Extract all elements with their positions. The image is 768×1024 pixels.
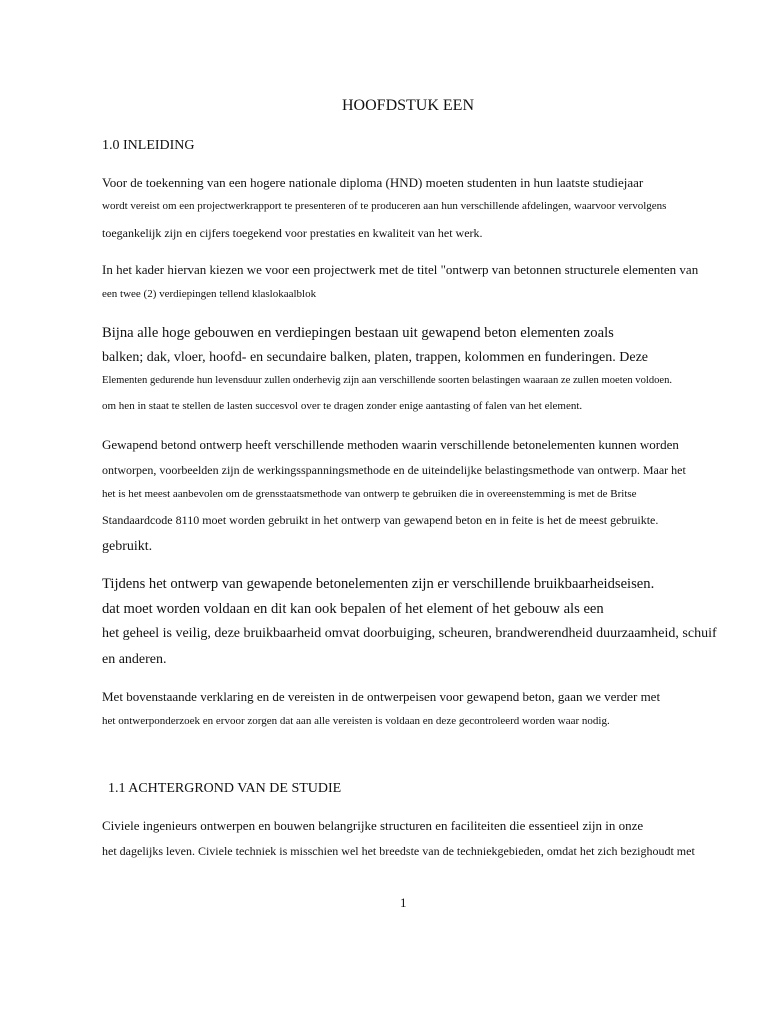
section-heading-1-0: 1.0 INLEIDING bbox=[102, 138, 195, 153]
paragraph-line: Met bovenstaande verklaring en de vereisten in de ontwerpeisen voor gewapend beton, gaan we verder met bbox=[102, 689, 661, 704]
paragraph-line: het ontwerponderzoek en ervoor zorgen dat aan alle vereisten is voldaan en deze gecontroleerd worden waar nodig. bbox=[102, 715, 610, 727]
paragraph-line: dat moet worden voldaan en dit kan ook bepalen of het element of het gebouw als een bbox=[102, 601, 604, 617]
paragraph-line: het is het meest aanbevolen om de grensstaatsmethode van ontwerp te gebruiken die in overeenstemming is met de Britse bbox=[102, 488, 637, 500]
paragraph-line: en anderen. bbox=[102, 652, 167, 667]
paragraph-line: Bijna alle hoge gebouwen en verdiepingen bestaan uit gewapend beton elementen zoals bbox=[102, 325, 614, 341]
paragraph-line: In het kader hiervan kiezen we voor een projectwerk met de titel "ontwerp van betonnen structurele elementen van bbox=[102, 262, 699, 277]
paragraph-line: Standaardcode 8110 moet worden gebruikt in het ontwerp van gewapend beton en in feite is het de meest gebruikte. bbox=[102, 513, 659, 527]
paragraph-line: toegankelijk zijn en cijfers toegekend voor prestaties en kwaliteit van het werk. bbox=[102, 226, 483, 240]
paragraph-line: gebruikt. bbox=[102, 539, 153, 554]
paragraph-line: een twee (2) verdiepingen tellend klaslokaalblok bbox=[102, 288, 317, 300]
paragraph-line: ontworpen, voorbeelden zijn de werkingsspanningsmethode en de uiteindelijke belastingsmethode van ontwerp. Maar het bbox=[102, 463, 686, 477]
chapter-title: HOOFDSTUK EEN bbox=[342, 97, 474, 114]
page-number: 1 bbox=[400, 895, 407, 910]
paragraph-line: het dagelijks leven. Civiele techniek is misschien wel het breedste van de techniekgebieden, omdat het zich bezighoudt met bbox=[102, 844, 695, 858]
paragraph-line: Elementen gedurende hun levensduur zullen onderhevig zijn aan verschillende soorten belastingen waaraan ze zullen moeten voldoen. bbox=[102, 375, 673, 386]
section-heading-1-1: 1.1 ACHTERGROND VAN DE STUDIE bbox=[108, 781, 342, 796]
paragraph-line: wordt vereist om een projectwerkrapport te presenteren of te produceren aan hun verschillende afdelingen, waarvoor vervolgens bbox=[102, 200, 667, 212]
paragraph-line: Civiele ingenieurs ontwerpen en bouwen belangrijke structuren en faciliteiten die essentieel zijn in onze bbox=[102, 818, 644, 833]
paragraph-line: om hen in staat te stellen de lasten succesvol over te dragen zonder enige aantasting of falen van het element. bbox=[102, 400, 583, 412]
paragraph-line: het geheel is veilig, deze bruikbaarheid omvat doorbuiging, scheuren, brandwerendheid duurzaamheid, schuif bbox=[102, 626, 717, 641]
paragraph-line: Gewapend betond ontwerp heeft verschillende methoden waarin verschillende betonelementen kunnen worden bbox=[102, 437, 679, 452]
paragraph-line: Voor de toekenning van een hogere nationale diploma (HND) moeten studenten in hun laatste studiejaar bbox=[102, 175, 644, 190]
paragraph-line: balken; dak, vloer, hoofd- en secundaire balken, platen, trappen, kolommen en funderingen. Deze bbox=[102, 350, 649, 365]
paragraph-line: Tijdens het ontwerp van gewapende betonelementen zijn er verschillende bruikbaarheidseisen. bbox=[102, 576, 655, 592]
